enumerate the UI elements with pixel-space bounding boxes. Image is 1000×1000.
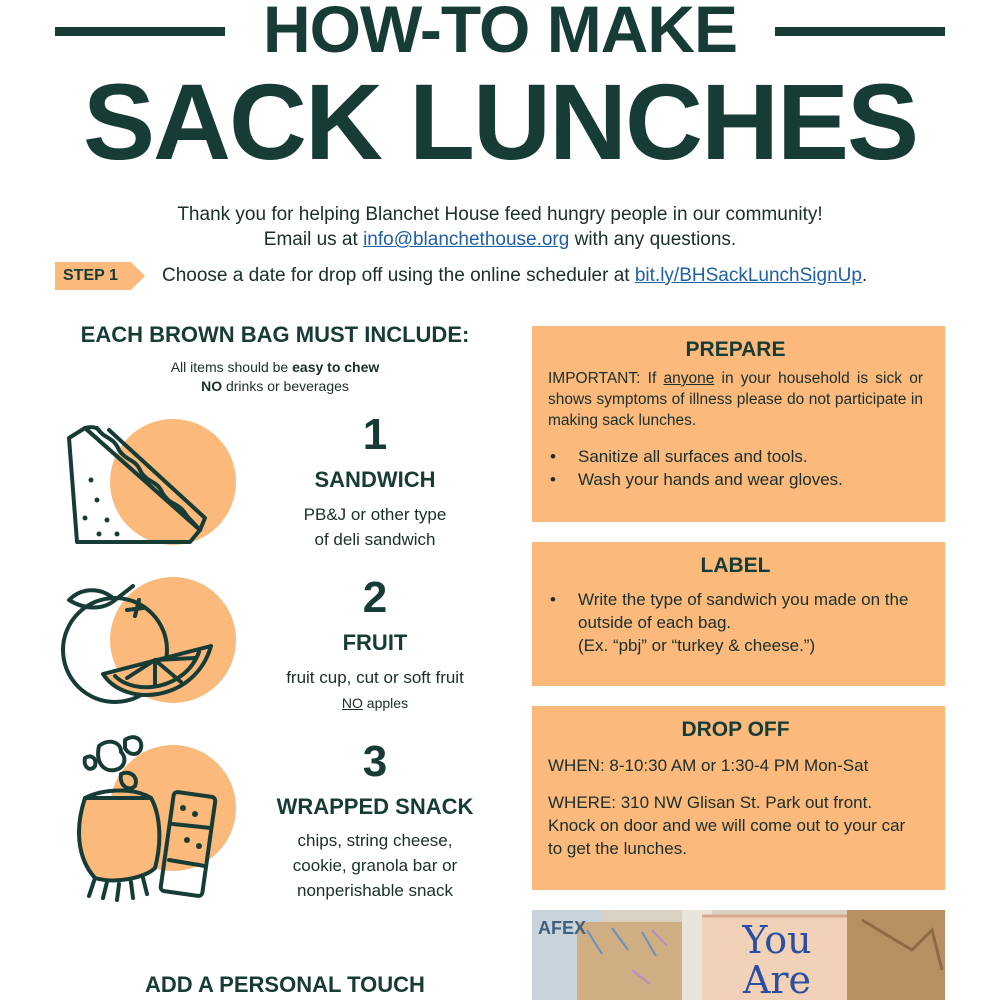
item-3-desc-line-1: chips, string cheese, [297, 831, 453, 850]
drop-off-when: WHEN: 8-10:30 AM or 1:30-4 PM Mon-Sat [548, 756, 869, 775]
item-3-number: 3 [362, 737, 388, 786]
easy-chew-bold: easy to chew [292, 359, 380, 375]
signup-link[interactable]: bit.ly/BHSackLunchSignUp [634, 265, 862, 286]
easy-to-chew-line [55, 358, 495, 377]
label-bullet [548, 588, 923, 657]
item-1-desc-line-1: PB&J or other type [303, 505, 447, 524]
prepare-bullet-2: • Wash your hands and wear gloves. [548, 468, 923, 491]
page-title: SACK LUNCHES [82, 61, 918, 182]
snack-icon [55, 728, 255, 908]
item-1-desc-line-2: of deli sandwich [314, 530, 436, 549]
no-drinks-line [55, 377, 495, 396]
label-card [532, 542, 945, 686]
drop-off-where: WHERE: 310 NW Glisan St. Park out front. Knock on door and we will come out to your car to get the lunches. [548, 793, 906, 858]
step-1-text [162, 264, 962, 288]
label-title: LABEL [700, 554, 771, 577]
must-include-subtitle [55, 358, 495, 396]
item-3-desc-line-2: cookie, granola bar or [292, 856, 458, 875]
item-2-title: FRUIT [342, 630, 408, 655]
step-badge-label: STEP 1 [63, 267, 118, 284]
sandwich-icon [55, 410, 255, 560]
label-bullets [548, 588, 923, 657]
item-1-title: SANDWICH [314, 467, 436, 492]
email-link[interactable]: info@blanchethouse.org [363, 229, 570, 250]
important-suffix: in your household is sick or shows symptoms of illness please do not participate in making sack lunches. [548, 370, 923, 429]
photo-bag-text: You Are [742, 918, 812, 1000]
no-drinks-suffix: drinks or beverages [222, 378, 349, 394]
drop-off-title: DROP OFF [681, 718, 790, 741]
intro-line-2 [60, 227, 940, 252]
item-3-title: WRAPPED SNACK [276, 794, 474, 819]
no-apples-suffix: apples [362, 695, 409, 711]
item-2-note [255, 695, 495, 711]
title-rule-right [775, 27, 945, 36]
prepare-bullet-1: • Sanitize all surfaces and tools. [548, 445, 923, 468]
intro-email-prefix: Email us at [263, 229, 364, 250]
title-top: HOW-TO MAKE [262, 0, 738, 66]
photo-box-text: AFEX [538, 918, 587, 938]
important-anyone: anyone [663, 370, 715, 387]
personal-touch-heading: ADD A PERSONAL TOUCH [145, 972, 425, 997]
label-bullet-text: Write the type of sandwich you made on the outside of each bag. [578, 590, 909, 632]
intro-line-1: Thank you for helping Blanchet House feed hungry people in our community! [177, 204, 823, 225]
easy-chew-prefix: All items should be [170, 359, 293, 375]
title-row [0, 0, 1000, 66]
intro-email-suffix: with any questions. [569, 229, 737, 250]
item-3-desc-line-3: nonperishable snack [297, 881, 453, 900]
item-2-number: 2 [362, 573, 388, 622]
prepare-important-text [548, 368, 923, 431]
title-rule-left [55, 27, 225, 36]
must-include-heading: EACH BROWN BAG MUST INCLUDE: [80, 322, 470, 347]
step-1-prefix: Choose a date for drop off using the online scheduler at [162, 265, 635, 286]
item-3-description [255, 828, 495, 903]
orange-icon [55, 572, 255, 722]
no-drinks-bold: NO [201, 378, 223, 394]
drop-off-card [532, 706, 945, 890]
item-2-description: fruit cup, cut or soft fruit [286, 668, 464, 687]
item-1-description [255, 502, 495, 552]
item-1-number: 1 [362, 410, 388, 459]
prepare-bullets [548, 445, 923, 491]
important-prefix: IMPORTANT: If [548, 370, 664, 387]
lunch-bags-photo [532, 910, 945, 1000]
prepare-title: PREPARE [685, 338, 786, 361]
step-1-badge [55, 262, 145, 290]
no-apples-underlined: NO [341, 695, 363, 711]
label-example: (Ex. “pbj” or “turkey & cheese.”) [578, 636, 816, 655]
step-1-suffix: . [861, 265, 868, 286]
intro-text [60, 202, 940, 252]
prepare-card [532, 326, 945, 522]
